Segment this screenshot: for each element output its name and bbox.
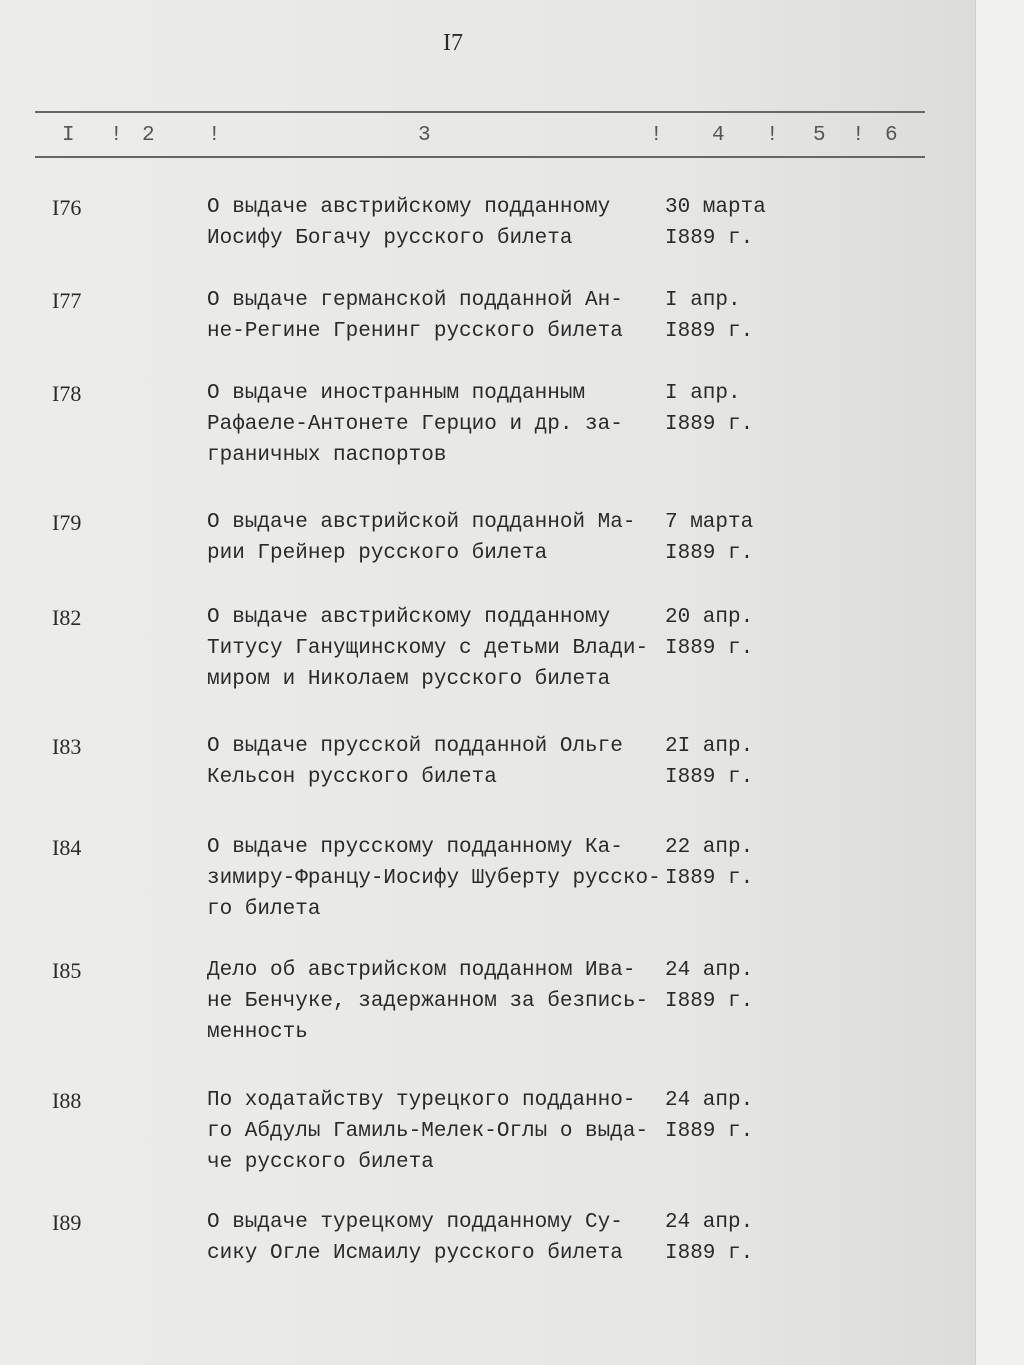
date-line: 2I апр. [665,735,754,758]
description-line: граничных паспортов [207,444,447,467]
description-line: Дело об австрийском подданном Ива- [207,959,636,982]
description-line: не-Регине Гренинг русского билета [207,320,623,343]
date-line: I889 г. [665,227,754,250]
entry-date [665,507,753,569]
date-line: 22 апр. [665,836,754,859]
entry-description [207,602,648,695]
description-line: О выдаче австрийской подданной Ма- [207,511,636,534]
entry-date [665,602,753,664]
entry-date [665,192,766,254]
entry-date [665,378,753,440]
entry-description [207,507,635,569]
entry-number: I83 [52,734,82,759]
date-line: 7 марта [665,511,754,534]
description-line: О выдаче германской подданной Ан- [207,289,623,312]
entry-description [207,731,623,793]
description-line: менность [207,1021,308,1044]
entry-date [665,285,753,347]
entry-date [665,832,753,894]
description-line: О выдаче иностранным подданным [207,382,586,405]
entry-description [207,1207,623,1269]
description-line: рии Грейнер русского билета [207,542,548,565]
col-6: 6 [885,124,898,147]
entry-number: I76 [52,195,82,220]
description-line: зимиру-Францу-Иосифу Шуберту русско- [207,867,661,890]
date-line: I889 г. [665,1120,754,1143]
date-line: I889 г. [665,637,754,660]
entry-description [207,285,623,347]
col-4: 4 [712,124,725,147]
date-line: I889 г. [665,1242,754,1265]
date-line: I889 г. [665,867,754,890]
entry-date [665,955,753,1017]
description-line: О выдаче прусскому подданному Ка- [207,836,623,859]
entry-date [665,731,753,793]
description-line: сику Огле Исмаилу русского билета [207,1242,623,1265]
date-line: I апр. [665,382,741,405]
description-line: Титусу Ганущинскому с детьми Влади- [207,637,649,660]
header-top-rule [35,111,925,113]
col-3: 3 [418,124,431,147]
description-line: Рафаеле-Антонете Герцио и др. за- [207,413,623,436]
date-line: I889 г. [665,542,754,565]
entry-number: I89 [52,1210,82,1235]
description-line: миром и Николаем русского билета [207,668,611,691]
date-line: 20 апр. [665,606,754,629]
entry-date [665,1207,753,1269]
date-line: I889 г. [665,766,754,789]
col-1: I [62,124,75,147]
entry-description [207,832,661,925]
header-bottom-rule [35,156,925,158]
description-line: не Бенчуке, задержанном за безпись- [207,990,649,1013]
entry-number: I79 [52,510,82,535]
description-line: О выдаче турецкому подданному Су- [207,1211,623,1234]
description-line: го Абдулы Гамиль-Мелек-Оглы о выда- [207,1120,649,1143]
description-line: По ходатайству турецкого подданно- [207,1089,636,1112]
entry-number: I82 [52,605,82,630]
entry-description [207,192,610,254]
description-line: го билета [207,898,321,921]
entry-date [665,1085,753,1147]
page-edge [975,0,1024,1365]
entry-description [207,378,623,471]
entry-description [207,1085,648,1178]
col-5: 5 [813,124,826,147]
entry-number: I78 [52,381,82,406]
description-line: О выдаче австрийскому подданному [207,606,611,629]
description-line: О выдаче прусской подданной Ольге [207,735,623,758]
date-line: I889 г. [665,320,754,343]
description-line: Кельсон русского билета [207,766,497,789]
date-line: 24 апр. [665,1089,754,1112]
date-line: 30 марта [665,196,766,219]
description-line: О выдаче австрийскому подданному [207,196,611,219]
entry-number: I88 [52,1088,82,1113]
date-line: I889 г. [665,990,754,1013]
date-line: I апр. [665,289,741,312]
entry-number: I85 [52,958,82,983]
entry-description [207,955,648,1048]
col-2: 2 [142,124,155,147]
entry-number: I77 [52,288,82,313]
entry-number: I84 [52,835,82,860]
date-line: 24 апр. [665,1211,754,1234]
date-line: 24 апр. [665,959,754,982]
date-line: I889 г. [665,413,754,436]
page-number: I7 [443,30,463,56]
description-line: че русского билета [207,1151,434,1174]
description-line: Иосифу Богачу русского билета [207,227,573,250]
